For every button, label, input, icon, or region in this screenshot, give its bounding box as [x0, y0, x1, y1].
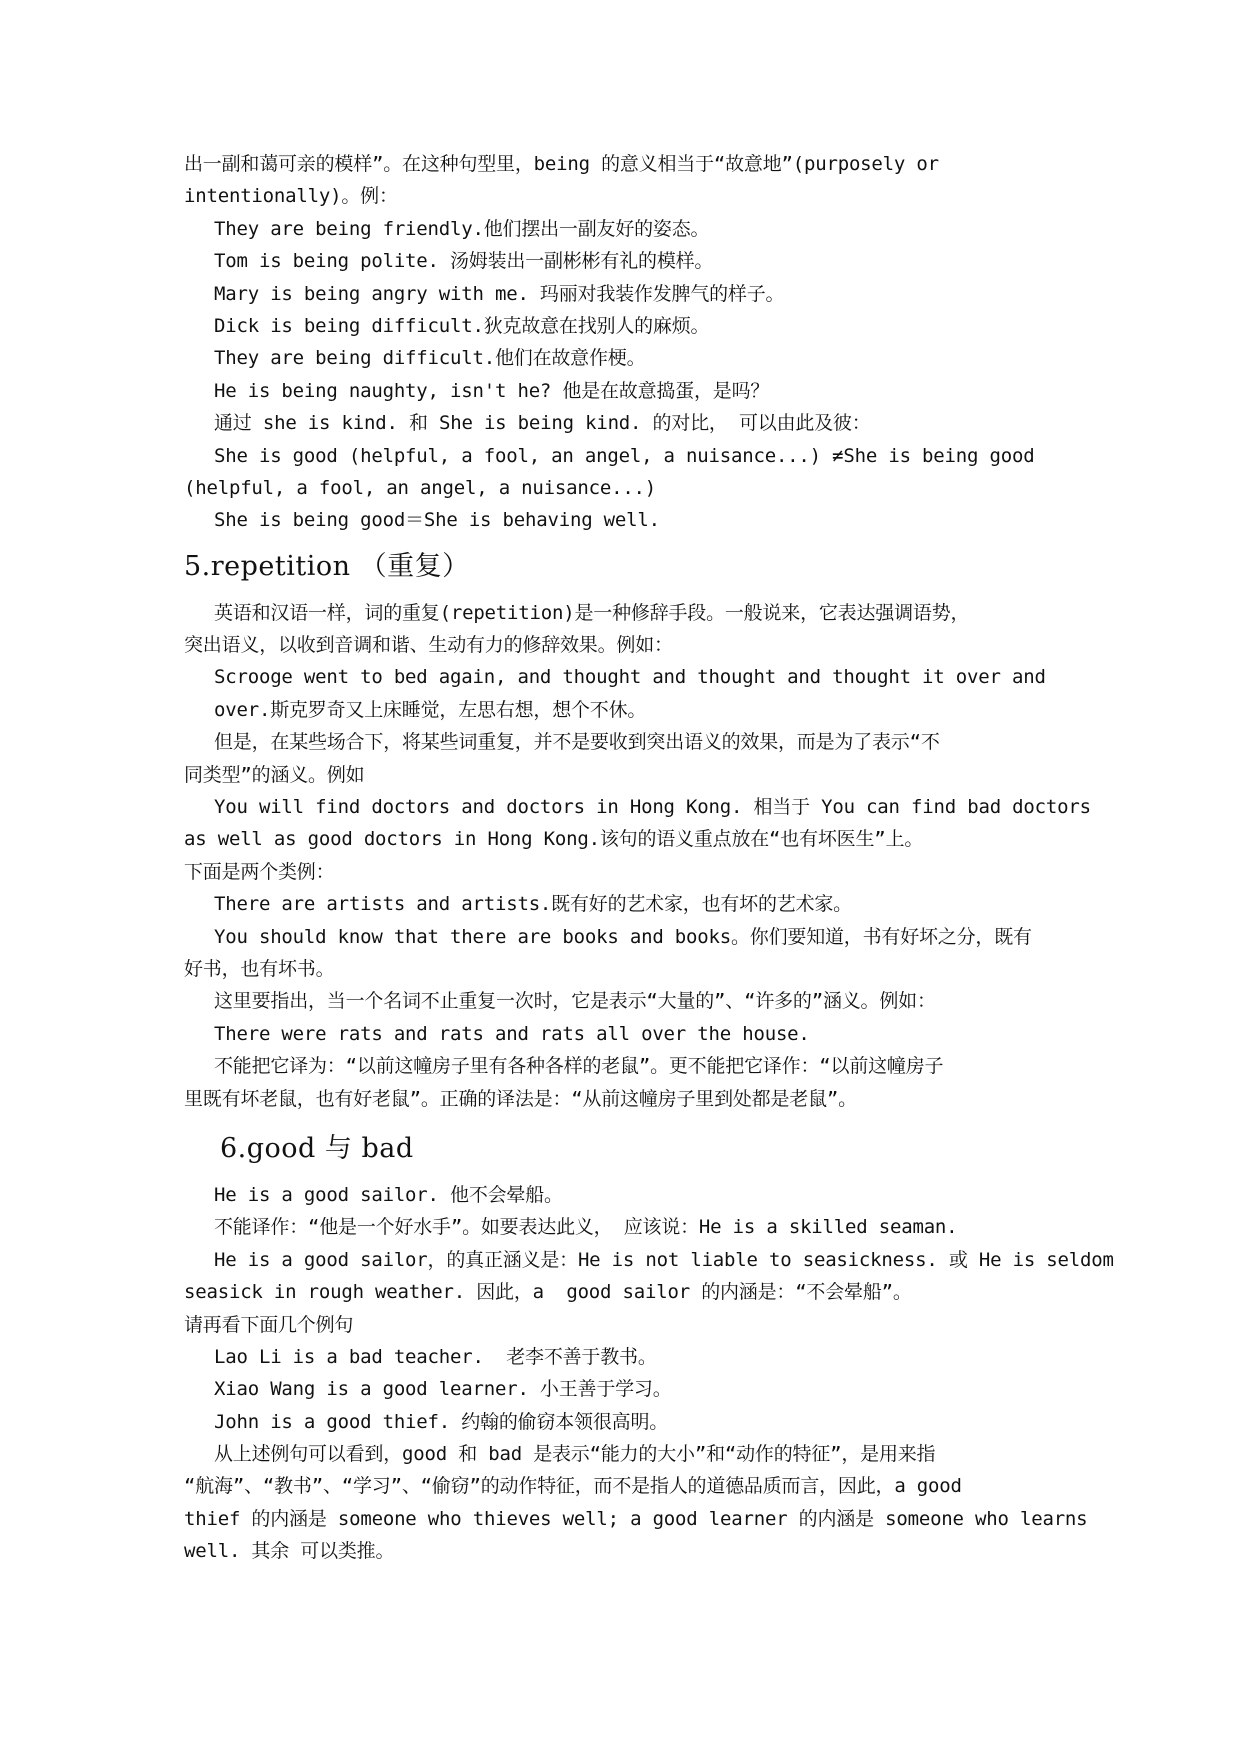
example-sentence: You will find doctors and doctors in Hong Kong. 相当于 You can find bad doctors [214, 796, 1091, 819]
example-sentence: Lao Li is a bad teacher. 老李不善于教书。 [214, 1345, 657, 1368]
paragraph-line: He is a good sailor，的真正涵义是：He is not liable to seasickness. 或 He is seldom [214, 1248, 1114, 1271]
paragraph-line: 这里要指出，当一个名词不止重复一次时，它是表示“大量的”、“许多的”涵义。例如： [214, 990, 936, 1013]
example-sentence: He is a good sailor. 他不会晕船。 [214, 1183, 563, 1206]
paragraph-line: 从上述例句可以看到，good 和 bad 是表示“能力的大小”和“动作的特征”，是用来指 [214, 1443, 936, 1466]
example-sentence: over.斯克罗奇又上床睡觉，左思右想，想个不休。 [214, 698, 647, 721]
section-heading-repetition: 5.repetition （重复） [184, 550, 470, 582]
paragraph-line: well. 其余 可以类推。 [184, 1540, 395, 1563]
example-sentence: Scrooge went to bed again, and thought and thought and thought it over and [214, 666, 1046, 689]
paragraph-line: 英语和汉语一样，词的重复(repetition)是一种修辞手段。一般说来，它表达强调语势， [214, 601, 970, 624]
comparison-line: She is good (helpful, a fool, an angel, a nuisance...) ≠She is being good [214, 444, 1035, 467]
text-line: intentionally)。例： [184, 185, 398, 208]
example-sentence: You should know that there are books and books。你们要知道，书有好坏之分，既有 [214, 925, 1032, 948]
example-sentence: He is being naughty, isn't he? 他是在故意捣蛋，是吗？ [214, 379, 770, 402]
paragraph-line: 请再看下面几个例句 [184, 1313, 354, 1336]
comparison-intro: 通过 she is kind. 和 She is being kind. 的对比， 可以由此及彼： [214, 412, 871, 435]
document-body [184, 148, 1124, 1568]
paragraph-line: thief 的内涵是 someone who thieves well; a good learner 的内涵是 someone who learns [184, 1507, 1088, 1530]
example-sentence: Tom is being polite. 汤姆装出一副彬彬有礼的模样。 [214, 250, 714, 273]
example-sentence: as well as good doctors in Hong Kong.该句的语义重点放在“也有坏医生”上。 [184, 828, 924, 851]
paragraph-line: 下面是两个类例： [184, 860, 335, 883]
example-sentence: They are being friendly.他们摆出一副友好的姿态。 [214, 217, 710, 240]
example-sentence: They are being difficult.他们在故意作梗。 [214, 347, 646, 370]
example-sentence: John is a good thief. 约翰的偷窃本领很高明。 [214, 1410, 669, 1433]
paragraph-line: 但是，在某些场合下，将某些词重复，并不是要收到突出语义的效果，而是为了表示“不 [214, 731, 940, 754]
paragraph-line: 同类型”的涵义。例如 [184, 763, 365, 786]
example-sentence: There were rats and rats and rats all over the house. [214, 1022, 810, 1045]
example-sentence: She is being good＝She is behaving well. [214, 509, 660, 532]
paragraph-line: “航海”、“教书”、“学习”、“偷窃”的动作特征，而不是指人的道德品质而言，因此，a good [184, 1475, 962, 1498]
example-sentence: There are artists and artists.既有好的艺术家，也有坏的艺术家。 [214, 893, 852, 916]
paragraph-line: 突出语义，以收到音调和谐、生动有力的修辞效果。例如： [184, 634, 673, 657]
paragraph-line: 不能把它译为：“以前这幢房子里有各种各样的老鼠”。更不能把它译作：“以前这幢房子 [214, 1055, 944, 1078]
paragraph-line: 里既有坏老鼠，也有好老鼠”。正确的译法是：“从前这幢房子里到处都是老鼠”。 [184, 1087, 857, 1110]
section-heading-good-bad: 6.good 与 bad [220, 1132, 414, 1164]
example-sentence: 好书，也有坏书。 [184, 957, 335, 980]
paragraph-line: 不能译作：“他是一个好水手”。如要表达此义， 应该说：He is a skilled seaman. [214, 1216, 958, 1239]
example-sentence: Mary is being angry with me. 玛丽对我装作发脾气的样子。 [214, 282, 785, 305]
paragraph-line: seasick in rough weather. 因此，a good sailor 的内涵是：“不会晕船”。 [184, 1281, 912, 1304]
comparison-line: (helpful, a fool, an angel, a nuisance...) [184, 476, 657, 499]
example-sentence: Dick is being difficult.狄克故意在找别人的麻烦。 [214, 314, 710, 337]
text-line: 出一副和蔼可亲的模样”。在这种句型里，being 的意义相当于“故意地”(purposely or [184, 153, 939, 175]
example-sentence: Xiao Wang is a good learner. 小王善于学习。 [214, 1378, 672, 1401]
